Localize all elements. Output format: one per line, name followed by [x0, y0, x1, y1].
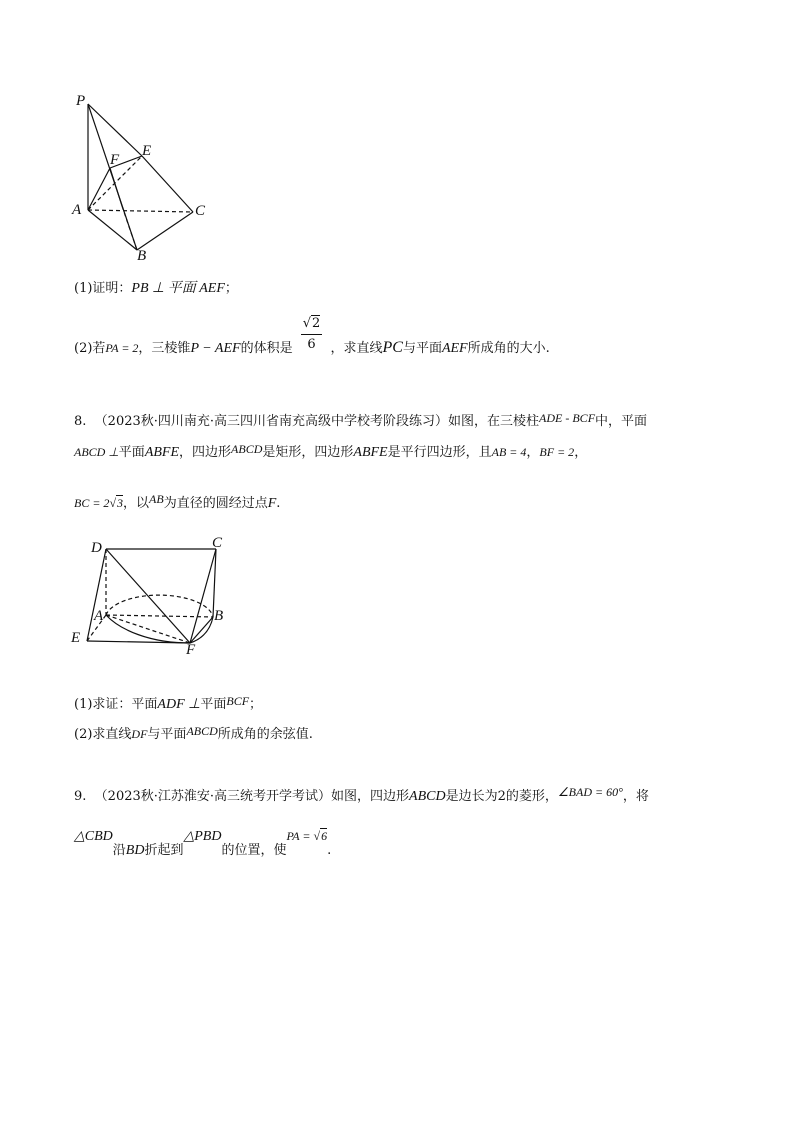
q8-part2: (2)求直线DF与平面ABCD所成角的余弦值. [74, 724, 313, 742]
q8-line3: BC = 2√3，以AB为直径的圆经过点F. [74, 492, 281, 511]
fig7-label-e: E [142, 143, 152, 159]
fig7-label-b: B [137, 248, 147, 264]
q8-line1: 8. （2023秋·四川南充·高三四川省南充高级中学校考阶段练习）如图，在三棱柱ADE - BCF中，平面 [74, 411, 648, 429]
fig8-label-b: B [214, 608, 224, 624]
volume-fraction: $\frac{√2}{6}$ [302, 316, 321, 352]
q9-line2: △CBD沿BD折起到△PBD的位置，使PA = √6. [74, 829, 332, 858]
fig7-label-f: F [110, 152, 120, 168]
fig8-label-a: A [94, 608, 104, 624]
pyramid-figure [60, 90, 220, 270]
q8-part1: (1)求证：平面ADF ⊥平面BCF； [74, 694, 263, 712]
fig8-label-f: F [186, 642, 196, 658]
q8-line2: ABCD ⊥平面ABFE，四边形ABCD是矩形，四边形ABFE是平行四边形，且AB = 4，BF = 2， [74, 442, 588, 460]
fig8-label-c: C [212, 535, 223, 551]
q9-line1: 9. （2023秋·江苏淮安·高三统考开学考试）如图，四边形ABCD是边长为2的菱形，∠BAD = 60°，将 [74, 785, 649, 804]
fig8-label-e: E [71, 630, 81, 646]
q7-part1: (1)证明：PB ⊥ 平面 AEF； [74, 281, 238, 296]
fig7-label-c: C [195, 203, 206, 219]
fig7-label-p: P [76, 93, 86, 109]
fig8-label-d: D [91, 540, 102, 556]
fig7-label-a: A [72, 202, 82, 218]
q7-part2: (2)若PA = 2，三棱锥P − AEF的体积是 $\frac{√2}{6}$ ，求直线PC与平面AEF所成角的大小. [74, 316, 550, 356]
